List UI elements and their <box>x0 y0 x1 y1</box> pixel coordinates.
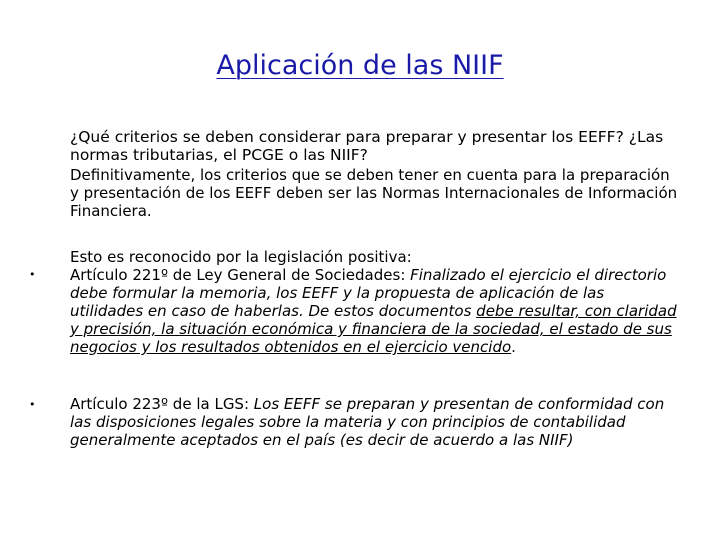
article-221-paragraph <box>70 248 682 356</box>
article-223-paragraph <box>70 395 682 449</box>
question-text: ¿Qué criterios se deben considerar para preparar y presentar los EEFF? ¿Las normas tributarias, el PCGE o las NIIF? <box>70 128 664 164</box>
article-221-underlined-quote: debe resultar, con claridad y precisión, la situación económica y financiera de la sociedad, el estado de sus negocios y los resultados obtenidos en el ejercicio vencido <box>70 302 677 356</box>
bullet-marker: • <box>29 398 36 411</box>
answer-text: Definitivamente, los criterios que se deben tener en cuenta para la preparación y presentación de los EEFF deben ser las Normas Internacionales de Información Financiera. <box>70 166 678 220</box>
article-221-text <box>70 266 682 356</box>
article-223-text <box>70 395 682 449</box>
article-221-lead: Artículo 221º de Ley General de Sociedades: <box>70 266 411 284</box>
slide-title: Aplicación de las NIIF <box>216 50 504 81</box>
article-221-quote: Finalizado el ejercicio el directorio debe formular la memoria, los EEFF y la propuesta de aplicación de las utilidades en caso de haberlas. De estos documentos <box>70 266 667 320</box>
article-223-quote: Los EEFF se preparan y presentan de conformidad con las disposiciones legales sobre la materia y con principios de contabilidad generalmente aceptados en el país (es decir de acuerdo a las NIIF) <box>70 395 665 449</box>
article-221-end: . <box>511 338 516 356</box>
bullet-marker: • <box>29 268 36 281</box>
legislation-intro: Esto es reconocido por la legislación positiva: <box>70 248 412 266</box>
article-223-lead: Artículo 223º de la LGS: <box>70 395 254 413</box>
